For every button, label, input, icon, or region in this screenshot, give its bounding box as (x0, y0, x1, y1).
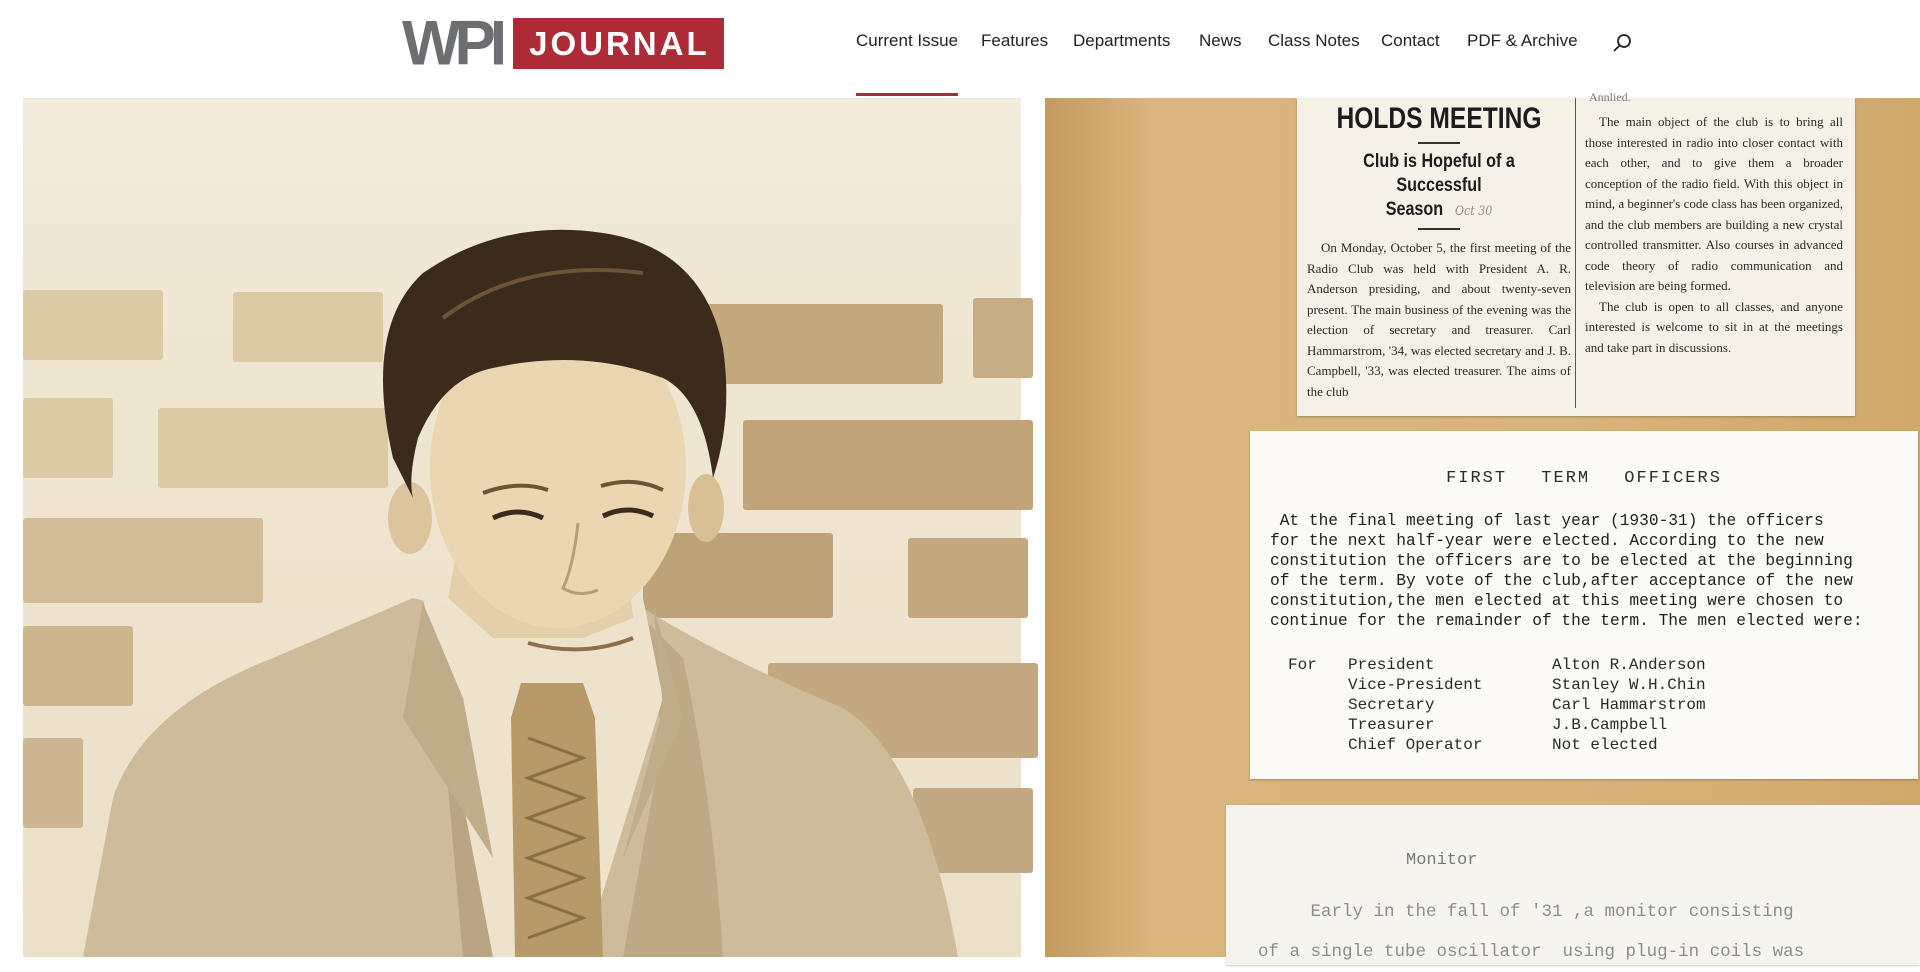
portrait-figure (23, 98, 1021, 957)
officer-name: Stanley W.H.Chin (1552, 676, 1706, 694)
officer-name: Not elected (1552, 736, 1658, 754)
officer-name: Carl Hammarstrom (1552, 696, 1706, 714)
portrait-photo (23, 98, 1021, 957)
news-column-left (1303, 98, 1575, 416)
news-subhead-line1: Club is Hopeful of a Successful (1363, 151, 1515, 196)
news-subhead-line2-wrap (1323, 198, 1554, 224)
nav-contact[interactable]: Contact (1381, 31, 1440, 50)
officer-role: Vice-President (1348, 676, 1483, 694)
search-icon[interactable] (1612, 32, 1634, 54)
news-body-left: On Monday, October 5, the first meeting of the Radio Club was held with President A. R. Anderson presiding, and about twenty-seven present. The main business of the evening was the election of secretary and treasurer. Carl Hammarstrom, '34, was elected secretary and J. B. Campbell, '33, was elected treasurer. The aims of the club (1307, 240, 1571, 399)
nav-departments[interactable]: Departments (1073, 31, 1171, 50)
news-subhead-line2: Season (1385, 199, 1444, 220)
handwritten-date: Oct 30 (1455, 204, 1493, 219)
logo-journal-text: JOURNAL (513, 18, 724, 69)
wpi-journal-logo[interactable] (402, 8, 724, 79)
nav-class-notes[interactable]: Class Notes (1268, 31, 1360, 50)
officers-title: FIRST TERM OFFICERS (1446, 469, 1722, 488)
news-body-right-p2: The club is open to all classes, and anyone interested is welcome to sit in at the meetings and take part in discussions. (1585, 298, 1843, 355)
subhead-rule (1418, 228, 1460, 230)
logo-wpi-text: WPI (402, 8, 502, 79)
officer-name: Alton R.Anderson (1552, 656, 1706, 674)
for-label: For (1288, 656, 1317, 674)
officers-clipping (1250, 431, 1918, 779)
news-column-right (1581, 90, 1849, 416)
nav-current-issue[interactable]: Current Issue (856, 31, 959, 50)
news-cut-text: Annlied. (1589, 90, 1631, 104)
nav-features[interactable]: Features (981, 31, 1049, 50)
officer-role: President (1348, 656, 1435, 674)
news-headline: HOLDS MEETING (1336, 102, 1542, 135)
officer-role: Chief Operator (1348, 736, 1483, 754)
officer-role: Treasurer (1348, 716, 1435, 734)
monitor-clipping (1226, 805, 1920, 965)
monitor-body: Early in the fall of '31 ,a monitor consisting of a single tube oscillator using plug-in coils was (1258, 902, 1805, 962)
site-header (0, 0, 1920, 98)
column-divider (1575, 98, 1576, 408)
nav-pdf-archive[interactable]: PDF & Archive (1467, 31, 1578, 50)
officer-role: Secretary (1348, 696, 1435, 714)
headline-rule (1418, 142, 1460, 144)
officer-name: J.B.Campbell (1552, 716, 1668, 734)
officers-body: At the final meeting of last year (1930-31) the officers for the next half-year were elected. According to the new constitution the officers are to be elected at the beginning of the term. By vote of the club,after acceptance of the new constitution,the men elected at this meeting were chosen to continue for the remainder of the term. The men elected were: (1270, 512, 1863, 630)
news-body-right-p1: The main object of the club is to bring all those interested in radio into closer contact with each other, and to give them a broader conception of the radio field. With this object in mind, a beginner's code class has been organized, and the club members are building a new crystal controlled transmitter. Also courses in advanced code theory of radio communication and television are being formed. (1585, 114, 1843, 293)
newspaper-clipping (1297, 90, 1855, 416)
nav-news[interactable]: News (1199, 31, 1242, 50)
monitor-title: Monitor (1406, 851, 1478, 870)
scrapbook-page (1045, 90, 1920, 962)
